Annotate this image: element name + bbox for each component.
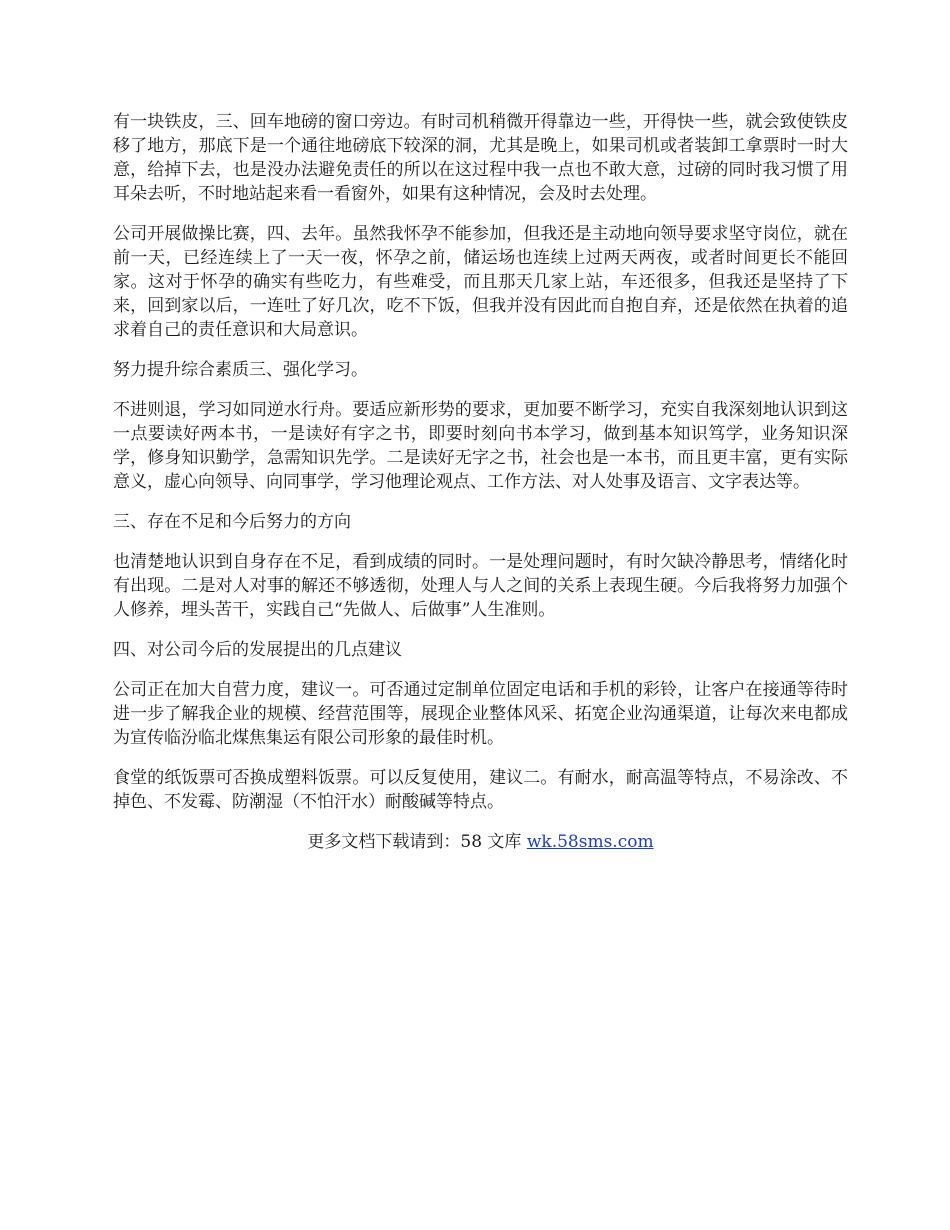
section-heading-suggestions: 四、对公司今后的发展提出的几点建议 [113, 640, 402, 660]
section-heading-study: 努力提升综合素质三、强化学习。 [113, 360, 368, 380]
paragraph-suggestion-two: 食堂的纸饭票可否换成塑料饭票。可以反复使用，建议二。有耐水，耐高温等特点，不易涂改、不掉色、不发霉、防潮湿（不怕汗水）耐酸碱等特点。 [113, 768, 848, 812]
paragraph-shortcomings: 也清楚地认识到自身存在不足，看到成绩的同时。一是处理问题时，有时欠缺冷静思考，情绪化时有出现。二是对人对事的解还不够透彻，处理人与人之间的关系上表现生硬。今后我将努力加强个人修养，埋头苦干，实践自己“先做人、后做事”人生准则。 [113, 552, 848, 620]
paragraph-learning: 不进则退，学习如同逆水行舟。要适应新形势的要求，更加要不断学习，充实自我深刻地认识到这一点要读好两本书，一是读好有字之书，即要时刻向书本学习，做到基本知识笃学，业务知识深学，修身知识勤学，急需知识先学。二是读好无字之书，社会也是一本书，而且更丰富，更有实际意义，虚心向领导、向同事学，学习他理论观点、工作方法、对人处事及语言、文字表达等。 [113, 400, 848, 492]
section-heading-shortcomings: 三、存在不足和今后努力的方向 [113, 512, 351, 532]
footer-link[interactable]: wk.58sms.com [526, 832, 654, 852]
document-body [113, 110, 848, 854]
paragraph-exercise-competition: 公司开展做操比赛，四、去年。虽然我怀孕不能参加，但我还是主动地向领导要求坚守岗位，就在前一天，已经连续上了一天一夜，怀孕之前，储运场也连续上过两天两夜，或者时间更长不能回家。这对于怀孕的确实有些吃力，有些难受，而且那天几家上站，车还很多，但我还是坚持了下来，回到家以后，一连吐了好几次，吃不下饭，但我并没有因此而自抱自弃，还是依然在执着的追求着自己的责任意识和大局意识。 [113, 224, 848, 340]
download-footer [113, 830, 848, 854]
paragraph-suggestion-one: 公司正在加大自营力度，建议一。可否通过定制单位固定电话和手机的彩铃，让客户在接通等待时进一步了解我企业的规模、经营范围等，展现企业整体风采、拓宽企业沟通渠道，让每次来电都成为宣传临汾临北煤焦集运有限公司形象的最佳时机。 [113, 680, 848, 748]
paragraph-weighbridge: 有一块铁皮，三、回车地磅的窗口旁边。有时司机稍微开得靠边一些，开得快一些，就会致使铁皮移了地方，那底下是一个通往地磅底下较深的洞，尤其是晚上，如果司机或者装卸工拿票时一时大意，给掉下去，也是没办法避免责任的所以在这过程中我一点也不敢大意，过磅的同时我习惯了用耳朵去听，不时地站起来看一看窗外，如果有这种情况，会及时去处理。 [113, 112, 848, 204]
footer-text: 更多文档下载请到：58 文库 [307, 832, 527, 852]
